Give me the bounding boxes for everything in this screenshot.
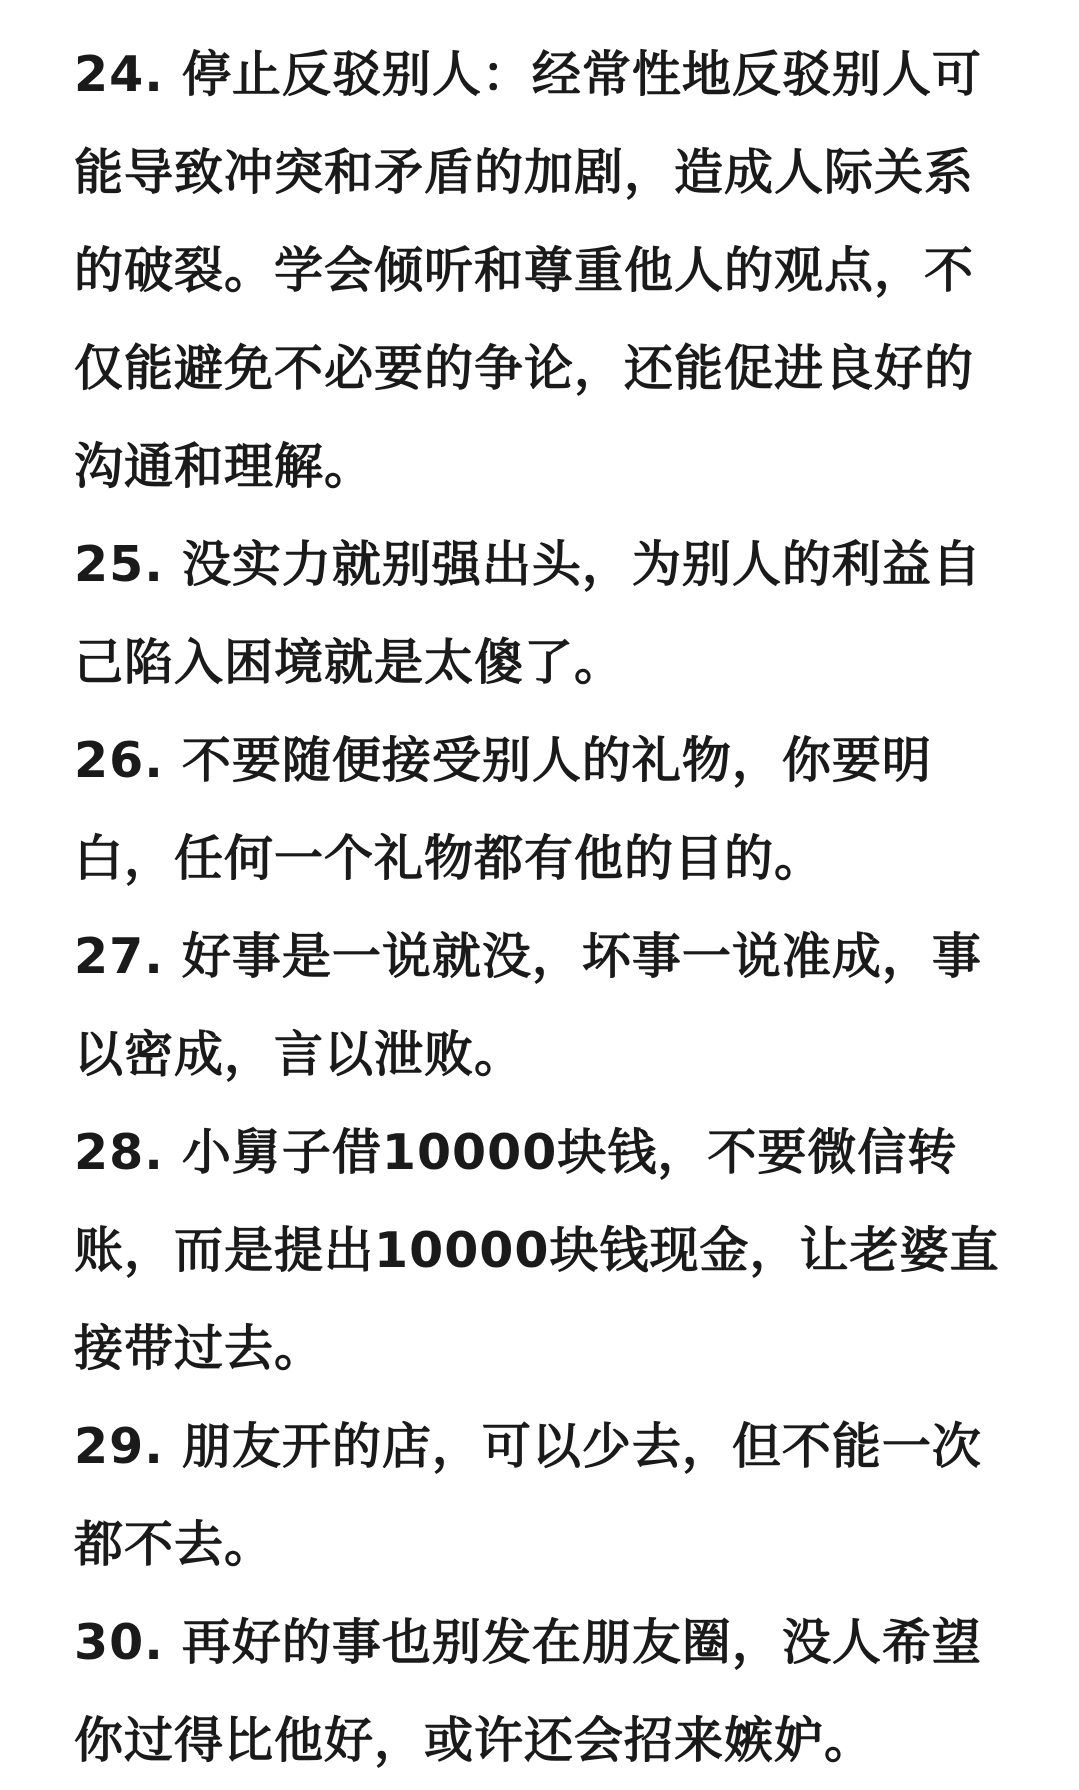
advice-item-28: 28. 小舅子借10000块钱，不要微信转账，而是提出10000块钱现金，让老婆直接带过去。 [74, 1124, 1000, 1377]
advice-item-26: 26. 不要随便接受别人的礼物，你要明白，任何一个礼物都有他的目的。 [74, 732, 932, 887]
advice-item-24: 24. 停止反驳别人：经常性地反驳别人可能导致冲突和矛盾的加剧，造成人际关系的破裂。学会倾听和尊重他人的观点，不仅能避免不必要的争论，还能促进良好的沟通和理解。 [74, 46, 982, 495]
advice-item-29: 29. 朋友开的店，可以少去，但不能一次都不去。 [74, 1418, 982, 1573]
advice-list [74, 26, 1014, 1790]
advice-item-25: 25. 没实力就别强出头，为别人的利益自己陷入困境就是太傻了。 [74, 536, 982, 691]
advice-item-27: 27. 好事是一说就没，坏事一说准成，事以密成，言以泄败。 [74, 928, 982, 1083]
advice-item-30: 30. 再好的事也别发在朋友圈，没人希望你过得比他好，或许还会招来嫉妒。 [74, 1614, 982, 1769]
